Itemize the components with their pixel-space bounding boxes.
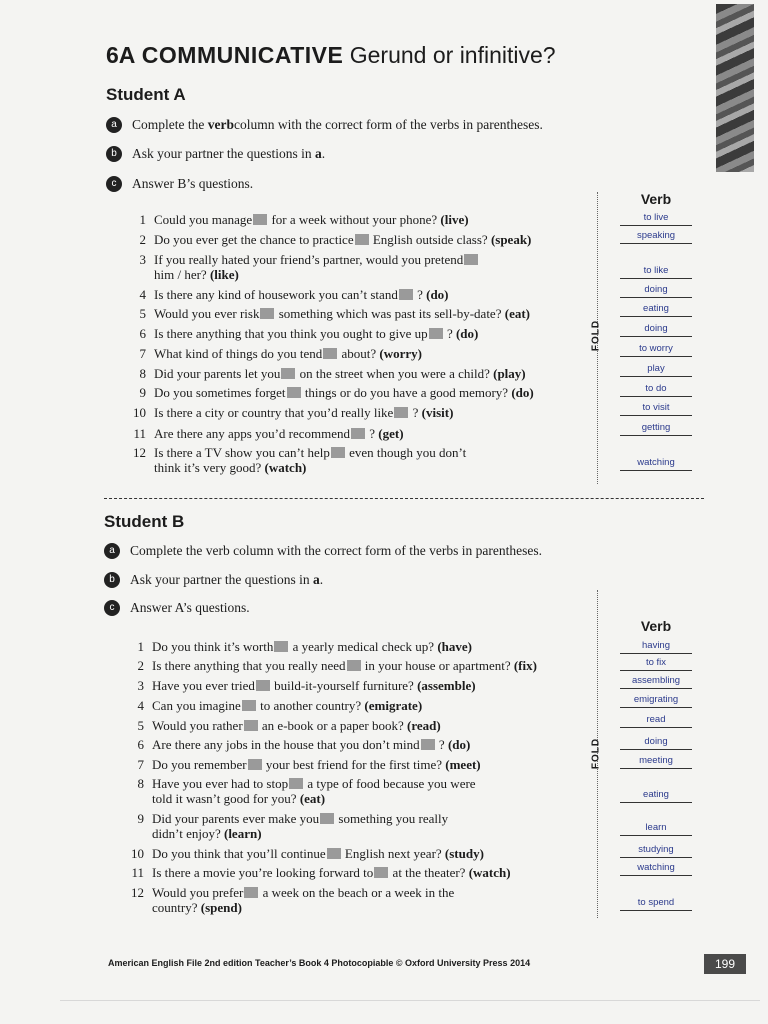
question-text-pre: Do you sometimes forget bbox=[154, 385, 286, 400]
question-text-line2: think it’s very good? bbox=[154, 460, 262, 475]
cut-line bbox=[104, 498, 704, 499]
step-bold: verb bbox=[207, 117, 234, 132]
question-text-line2: told it wasn’t good for you? bbox=[152, 791, 297, 806]
question-text bbox=[152, 757, 481, 772]
answer-blank[interactable] bbox=[253, 214, 267, 225]
question-text-pre: Is there any kind of housework you can’t stand bbox=[154, 287, 398, 302]
page-number: 199 bbox=[704, 954, 746, 974]
answer-blank[interactable] bbox=[244, 887, 258, 898]
question-text-pre: Can you imagine bbox=[152, 698, 241, 713]
question-text bbox=[152, 885, 454, 915]
answer-blank[interactable] bbox=[394, 407, 408, 418]
question-verb: (do) bbox=[426, 287, 449, 302]
page-edge bbox=[60, 1000, 760, 1001]
student-b-step-b bbox=[104, 572, 323, 588]
step-text: Complete the verb column with the correct form of the verbs in parentheses. bbox=[130, 543, 542, 558]
page-title bbox=[106, 42, 556, 69]
verb-answer[interactable]: watching bbox=[620, 456, 692, 471]
question-verb: (worry) bbox=[379, 346, 423, 361]
verb-answer[interactable]: to visit bbox=[620, 401, 692, 416]
question-number: 9 bbox=[137, 811, 144, 826]
question-text bbox=[152, 698, 422, 713]
verb-answer[interactable]: to do bbox=[620, 382, 692, 397]
question-text-post: ? bbox=[413, 287, 423, 302]
answer-blank[interactable] bbox=[260, 308, 274, 319]
question-number: 7 bbox=[139, 346, 146, 361]
question-verb: (learn) bbox=[223, 826, 262, 841]
question-text bbox=[154, 306, 530, 321]
question-number: 4 bbox=[137, 698, 144, 713]
question-verb: (like) bbox=[209, 267, 239, 282]
question-verb: (meet) bbox=[445, 757, 481, 772]
question-verb: (play) bbox=[493, 366, 526, 381]
question-text-post: English next year? bbox=[341, 846, 442, 861]
answer-blank[interactable] bbox=[289, 778, 303, 789]
verb-answer[interactable]: read bbox=[620, 713, 692, 728]
student-a-heading: Student A bbox=[106, 85, 186, 104]
question-text bbox=[154, 252, 479, 282]
answer-blank[interactable] bbox=[355, 234, 369, 245]
question-text-pre: Is there anything that you think you ought to give up bbox=[154, 326, 428, 341]
question-number: 11 bbox=[133, 426, 146, 441]
question-text bbox=[154, 346, 422, 361]
question-verb: (do) bbox=[511, 385, 534, 400]
verb-answer[interactable]: eating bbox=[620, 302, 692, 317]
question-text-post: a yearly medical check up? bbox=[289, 639, 435, 654]
question-verb: (assemble) bbox=[417, 678, 476, 693]
answer-blank[interactable] bbox=[281, 368, 295, 379]
question-verb: (have) bbox=[437, 639, 472, 654]
question-text bbox=[152, 718, 441, 733]
student-a-step-b bbox=[106, 146, 325, 162]
question-text-pre: Have you ever tried bbox=[152, 678, 255, 693]
title-number: 6A bbox=[106, 42, 136, 68]
question-text-pre: Do you think it’s worth bbox=[152, 639, 274, 654]
question-text-post: something you really bbox=[335, 811, 449, 826]
question-text-pre: If you really hated your friend’s partner, would you pretend bbox=[154, 252, 464, 267]
question-verb: (speak) bbox=[490, 232, 532, 247]
answer-blank[interactable] bbox=[248, 759, 262, 770]
question-text-post: ? bbox=[409, 405, 419, 420]
answer-blank[interactable] bbox=[399, 289, 413, 300]
verb-answer[interactable]: doing bbox=[620, 322, 692, 337]
question-text-post: build-it-yourself furniture? bbox=[270, 678, 414, 693]
corner-decoration bbox=[716, 4, 754, 172]
question-text-post: ? bbox=[443, 326, 453, 341]
answer-blank[interactable] bbox=[244, 720, 258, 731]
question-text bbox=[154, 326, 478, 341]
answer-blank[interactable] bbox=[242, 700, 256, 711]
question-text-pre: Would you rather bbox=[152, 718, 243, 733]
question-text-post: ? bbox=[366, 426, 376, 441]
step-text: Complete the bbox=[132, 117, 208, 132]
verb-answer[interactable]: meeting bbox=[620, 754, 692, 769]
verb-answer[interactable]: to like bbox=[620, 264, 692, 279]
question-text-post: at the theater? bbox=[389, 865, 466, 880]
student-b-step-c bbox=[104, 600, 250, 616]
question-text bbox=[154, 212, 469, 227]
question-number: 1 bbox=[137, 639, 144, 654]
answer-blank[interactable] bbox=[347, 660, 361, 671]
question-verb: (study) bbox=[444, 846, 484, 861]
question-text bbox=[152, 865, 511, 880]
step-bold: a bbox=[312, 572, 320, 587]
question-text-pre: Would you prefer bbox=[152, 885, 244, 900]
answer-blank[interactable] bbox=[287, 387, 301, 398]
step-text: Ask your partner the questions in bbox=[130, 572, 313, 587]
step-text: Answer A’s questions. bbox=[130, 600, 250, 615]
step-text-post: column with the correct form of the verbs in parentheses. bbox=[233, 117, 543, 132]
question-text-post: ? bbox=[435, 737, 445, 752]
question-verb: (visit) bbox=[421, 405, 454, 420]
question-number: 8 bbox=[137, 776, 144, 791]
step-text-post: . bbox=[321, 146, 326, 161]
question-text-pre: What kind of things do you tend bbox=[154, 346, 323, 361]
question-number: 2 bbox=[139, 232, 146, 247]
question-text-post: a type of food because you were bbox=[304, 776, 476, 791]
question-text-pre: Do you think that you’ll continue bbox=[152, 846, 326, 861]
question-text bbox=[152, 776, 476, 806]
question-number: 10 bbox=[133, 405, 146, 420]
fold-label-a: FOLD bbox=[590, 319, 602, 352]
question-number: 1 bbox=[139, 212, 146, 227]
question-number: 4 bbox=[139, 287, 146, 302]
question-text bbox=[154, 405, 453, 420]
step-text: Ask your partner the questions in bbox=[132, 146, 315, 161]
question-number: 12 bbox=[131, 885, 144, 900]
student-a-step-a bbox=[106, 117, 543, 133]
question-number: 9 bbox=[139, 385, 146, 400]
question-number: 6 bbox=[137, 737, 144, 752]
question-text-pre: Could you manage bbox=[154, 212, 253, 227]
question-text-line2: country? bbox=[152, 900, 198, 915]
question-number: 8 bbox=[139, 366, 146, 381]
question-text-pre: Are there any apps you’d recommend bbox=[154, 426, 351, 441]
question-text-pre: Do you remember bbox=[152, 757, 247, 772]
answer-blank[interactable] bbox=[274, 641, 288, 652]
question-verb: (eat) bbox=[504, 306, 530, 321]
question-verb: (live) bbox=[440, 212, 469, 227]
question-text bbox=[152, 658, 537, 673]
question-text-pre: Have you ever had to stop bbox=[152, 776, 289, 791]
question-number: 6 bbox=[139, 326, 146, 341]
verb-answer[interactable]: getting bbox=[620, 421, 692, 436]
question-text-pre: Did your parents let you bbox=[154, 366, 281, 381]
answer-blank[interactable] bbox=[327, 848, 341, 859]
title-subtitle: Gerund or infinitive? bbox=[349, 42, 556, 68]
verb-answer[interactable]: emigrating bbox=[620, 693, 692, 708]
step-text-post: . bbox=[319, 572, 324, 587]
question-text-pre: Is there a movie you’re looking forward to bbox=[152, 865, 374, 880]
question-text-post: on the street when you were a child? bbox=[296, 366, 490, 381]
question-verb: (do) bbox=[447, 737, 471, 752]
question-verb: (watch) bbox=[468, 865, 511, 880]
student-b-heading: Student B bbox=[104, 512, 185, 531]
answer-blank[interactable] bbox=[421, 739, 435, 750]
question-verb: (emigrate) bbox=[364, 698, 423, 713]
question-text bbox=[154, 232, 531, 247]
question-text-pre: Is there a city or country that you’d really like bbox=[154, 405, 394, 420]
verb-answer[interactable]: doing bbox=[620, 283, 692, 298]
verb-answer[interactable]: learn bbox=[620, 821, 692, 836]
step-badge: c bbox=[106, 176, 122, 192]
step-badge: c bbox=[104, 600, 120, 616]
answer-blank[interactable] bbox=[323, 348, 337, 359]
question-number: 11 bbox=[131, 865, 144, 880]
fold-label-b: FOLD bbox=[590, 737, 602, 770]
question-text-post: things or do you have a good memory? bbox=[301, 385, 509, 400]
verb-answer[interactable]: to worry bbox=[620, 342, 692, 357]
question-number: 12 bbox=[133, 445, 146, 460]
question-text bbox=[152, 737, 470, 752]
verb-answer[interactable]: doing bbox=[620, 735, 692, 750]
question-text bbox=[154, 426, 404, 441]
verb-column-heading-b: Verb bbox=[640, 618, 672, 634]
question-text-post: your best friend for the first time? bbox=[262, 757, 443, 772]
verb-answer[interactable]: to spend bbox=[620, 896, 692, 911]
step-bold: a bbox=[314, 146, 322, 161]
step-badge: a bbox=[104, 543, 120, 559]
question-number: 5 bbox=[137, 718, 144, 733]
verb-answer[interactable]: to fix bbox=[620, 656, 692, 671]
question-text-post: a week on the beach or a week in the bbox=[259, 885, 455, 900]
question-text-post: in your house or apartment? bbox=[361, 658, 511, 673]
answer-blank[interactable] bbox=[256, 680, 270, 691]
question-number: 3 bbox=[137, 678, 144, 693]
question-text-post: something which was past its sell-by-date? bbox=[275, 306, 502, 321]
question-text-post: English outside class? bbox=[369, 232, 488, 247]
verb-answer[interactable]: to live bbox=[620, 211, 692, 226]
question-text-pre: Is there anything that you really need bbox=[152, 658, 346, 673]
question-text bbox=[154, 385, 534, 400]
answer-blank[interactable] bbox=[429, 328, 443, 339]
question-text-post: to another country? bbox=[256, 698, 362, 713]
verb-answer[interactable]: watching bbox=[620, 861, 692, 876]
verb-answer[interactable]: studying bbox=[620, 843, 692, 858]
answer-blank[interactable] bbox=[351, 428, 365, 439]
question-text bbox=[154, 366, 526, 381]
student-a-step-c bbox=[106, 176, 253, 192]
question-text-post: an e-book or a paper book? bbox=[258, 718, 404, 733]
title-label: COMMUNICATIVE bbox=[141, 42, 344, 68]
question-text-pre: Did your parents ever make you bbox=[152, 811, 320, 826]
question-number: 3 bbox=[139, 252, 146, 267]
question-text bbox=[152, 639, 472, 654]
question-verb: (get) bbox=[378, 426, 404, 441]
question-verb: (read) bbox=[407, 718, 441, 733]
question-text-line2: him / her? bbox=[154, 267, 207, 282]
student-b-step-a bbox=[104, 543, 542, 559]
step-text: Answer B’s questions. bbox=[132, 176, 254, 191]
question-text-pre: Do you ever get the chance to practice bbox=[154, 232, 354, 247]
verb-answer[interactable]: play bbox=[620, 362, 692, 377]
question-text-pre: Is there a TV show you can’t help bbox=[154, 445, 330, 460]
footer-copyright: American English File 2nd edition Teacher’s Book 4 Photocopiable © Oxford University Press 2014 bbox=[108, 958, 531, 968]
question-number: 7 bbox=[137, 757, 144, 772]
question-number: 2 bbox=[137, 658, 144, 673]
answer-blank[interactable] bbox=[374, 867, 388, 878]
question-text-pre: Would you ever risk bbox=[154, 306, 260, 321]
question-text bbox=[154, 287, 449, 302]
answer-blank[interactable] bbox=[320, 813, 334, 824]
question-text-post: for a week without your phone? bbox=[268, 212, 438, 227]
step-badge: b bbox=[104, 572, 120, 588]
question-number: 10 bbox=[131, 846, 144, 861]
step-badge: b bbox=[106, 146, 122, 162]
question-text-line2: didn’t enjoy? bbox=[152, 826, 221, 841]
verb-answer[interactable]: eating bbox=[620, 788, 692, 803]
question-text-pre: Are there any jobs in the house that you don’t mind bbox=[152, 737, 420, 752]
question-number: 5 bbox=[139, 306, 146, 321]
step-badge: a bbox=[106, 117, 122, 133]
question-text-post: about? bbox=[338, 346, 377, 361]
question-verb: (do) bbox=[455, 326, 479, 341]
question-text bbox=[152, 811, 448, 841]
verb-answer[interactable]: assembling bbox=[620, 674, 692, 689]
question-text bbox=[154, 445, 466, 475]
question-text-post: even though you don’t bbox=[345, 445, 467, 460]
question-text bbox=[152, 846, 484, 861]
question-verb: (fix) bbox=[513, 658, 537, 673]
answer-blank[interactable] bbox=[331, 447, 345, 458]
question-text bbox=[152, 678, 476, 693]
verb-column-heading-a: Verb bbox=[640, 191, 672, 207]
verb-answer[interactable]: having bbox=[620, 639, 692, 654]
verb-answer[interactable]: speaking bbox=[620, 229, 692, 244]
question-verb: (watch) bbox=[264, 460, 307, 475]
answer-blank[interactable] bbox=[464, 254, 478, 265]
question-verb: (eat) bbox=[299, 791, 326, 806]
question-verb: (spend) bbox=[200, 900, 242, 915]
